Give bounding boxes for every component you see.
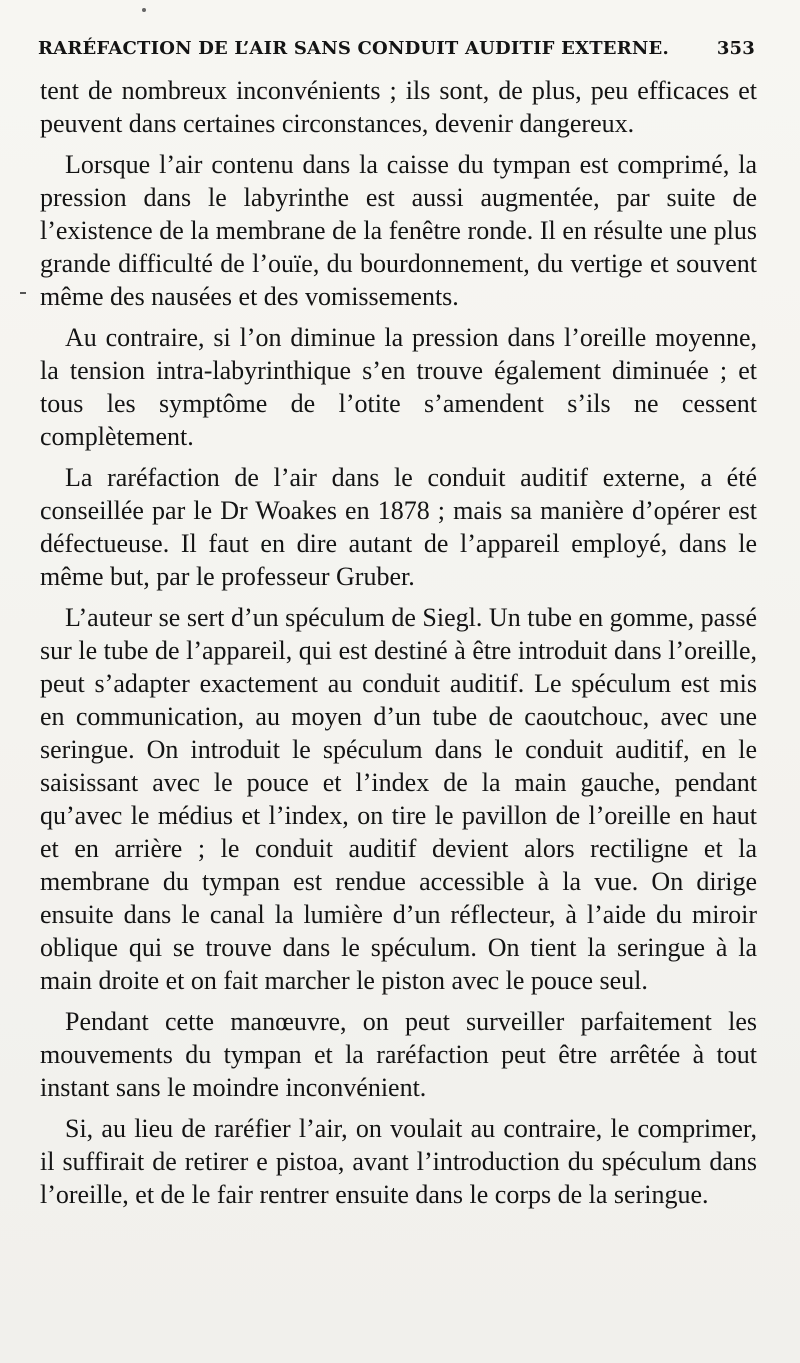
ink-spot xyxy=(142,8,146,12)
paragraph-continuation: tent de nombreux inconvénients ; ils sont, de plus, peu efficaces et peuvent dans certaines circonstances, devenir dangereux. xyxy=(40,76,757,138)
running-title: RARÉFACTION DE L’AIR SANS CONDUIT AUDITIF EXTERNE. xyxy=(38,38,669,59)
paragraph: Si, au lieu de raréfier l’air, on voulait au contraire, le comprimer, il suffirait de retirer e pistoa, avant l’introduction du spéculum dans l’oreille, et de le fair rentrer ensuite dans le corps de la seringue. xyxy=(40,1114,757,1209)
paragraph: L’auteur se sert d’un spéculum de Siegl. Un tube en gomme, passé sur le tube de l’appareil, qui est destiné à être introduit dans l’oreille, peut s’adapter exactement au conduit auditif. Le spéculum est mis en communication, au moyen d’un tube de caoutchouc, avec une seringue. On introduit le spéculum dans le conduit auditif, en le saisissant avec le pouce et l’index de la main gauche, pendant qu’avec le médius et l’index, on tire le pavillon de l’oreille en haut et en arrière ; le conduit auditif devient alors rectiligne et la membrane du tympan est rendue accessible à la vue. On dirige ensuite dans le canal la lumière d’un réflecteur, à l’aide du miroir oblique qui se trouve dans le spéculum. On tient la seringue à la main droite et on fait marcher le piston avec le pouce seul. xyxy=(40,603,757,995)
page-number: 353 xyxy=(716,38,755,59)
paragraph: Lorsque l’air contenu dans la caisse du tympan est comprimé, la pression dans le labyrinthe est aussi augmentée, par suite de l’existence de la membrane de la fenêtre ronde. Il en résulte une plus grande difficulté de l’ouïe, du bourdonnement, du vertige et souvent même des nausées et des vomissements. xyxy=(40,150,757,311)
running-header xyxy=(38,38,755,70)
paragraph: Pendant cette manœuvre, on peut surveiller parfaitement les mouvements du tympan et la raréfaction peut être arrêtée à tout instant sans le moindre inconvénient. xyxy=(40,1007,757,1102)
paragraph: La raréfaction de l’air dans le conduit auditif externe, a été conseillée par le Dr Woakes en 1878 ; mais sa manière d’opérer est défectueuse. Il faut en dire autant de l’appareil employé, dans le même but, par le professeur Gruber. xyxy=(40,463,757,591)
margin-mark xyxy=(20,292,26,294)
paragraph: Au contraire, si l’on diminue la pression dans l’oreille moyenne, la tension intra-labyrinthique s’en trouve également diminuée ; et tous les symptôme de l’otite s’amendent s’ils ne cessent complètement. xyxy=(40,323,757,451)
page-body xyxy=(40,74,757,1219)
